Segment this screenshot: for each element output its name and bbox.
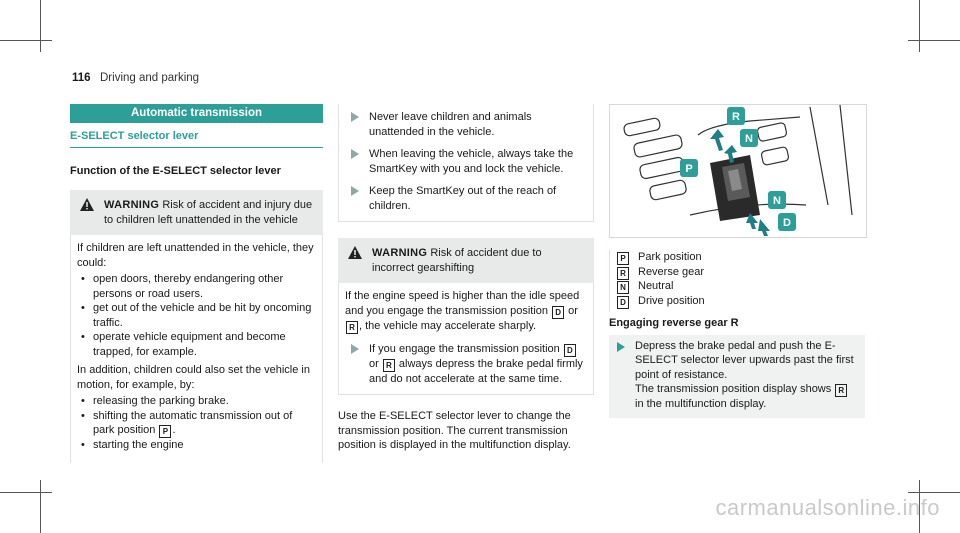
legend-text: Drive position bbox=[638, 294, 705, 307]
step-text: Depress the brake pedal and push the E-SELECT selector lever upwards past the first point of resistance. bbox=[635, 339, 854, 381]
tip-item bbox=[345, 184, 587, 213]
crop-mark bbox=[908, 492, 960, 493]
legend-item bbox=[616, 265, 865, 280]
arrow-icon bbox=[351, 149, 359, 159]
left-column bbox=[70, 104, 323, 463]
text-span: The transmission position display shows bbox=[635, 383, 835, 395]
crop-mark bbox=[40, 0, 41, 52]
reverse-heading: Engaging reverse gear R bbox=[609, 317, 739, 329]
legend-symbol: D bbox=[617, 296, 629, 309]
arrow-icon bbox=[617, 342, 625, 352]
gear-label-n: N bbox=[745, 133, 753, 145]
text-span: , the vehicle may accelerate sharply. bbox=[359, 319, 537, 332]
warning-intro: If children are left unattended in the vehicle, they could: bbox=[77, 242, 314, 269]
warning-triangle-icon bbox=[80, 198, 94, 211]
legend-item bbox=[616, 250, 865, 265]
reverse-symbol: R bbox=[383, 359, 395, 372]
legend-item bbox=[616, 279, 865, 294]
tip-text: When leaving the vehicle, always take the SmartKey with you and lock the vehicle. bbox=[369, 148, 574, 175]
crop-mark bbox=[0, 492, 52, 493]
list-item bbox=[77, 409, 316, 439]
arrow-icon bbox=[351, 112, 359, 122]
warning-list-2 bbox=[77, 394, 316, 453]
right-column bbox=[609, 104, 865, 418]
warning-label: WARNING bbox=[104, 199, 160, 211]
legend-text: Reverse gear bbox=[638, 265, 705, 278]
crop-mark bbox=[919, 0, 920, 52]
tip-item bbox=[345, 342, 587, 387]
list-item-punct: . bbox=[172, 424, 176, 436]
running-header: Driving and parking bbox=[100, 72, 200, 84]
warning-block bbox=[70, 190, 323, 463]
warning-body bbox=[70, 235, 323, 463]
list-item: • releasing the parking brake. bbox=[77, 394, 316, 409]
warning-list bbox=[77, 272, 316, 359]
reverse-symbol: R bbox=[835, 384, 847, 397]
step-result bbox=[635, 382, 859, 412]
tip-text: Never leave children and animals unattended in the vehicle. bbox=[369, 111, 532, 138]
list-item: • starting the engine bbox=[77, 438, 316, 453]
gear-label-d: D bbox=[783, 217, 791, 229]
drive-symbol: D bbox=[564, 344, 576, 357]
legend-text: Neutral bbox=[638, 280, 674, 292]
warning-triangle-icon bbox=[348, 246, 362, 259]
watermark: carmanualsonline.info bbox=[715, 495, 940, 520]
text-span: always depress the brake pedal firmly and do not accelerate at the same time. bbox=[369, 357, 583, 385]
legend-text: Park position bbox=[638, 251, 702, 263]
drive-symbol: D bbox=[552, 306, 564, 319]
section-title: Automatic transmission bbox=[70, 104, 323, 123]
subsection-title: E-SELECT selector lever bbox=[70, 129, 323, 148]
list-item-text: shifting the automatic transmission out of park position bbox=[93, 409, 293, 436]
legend-item bbox=[616, 294, 865, 309]
middle-column bbox=[338, 104, 594, 453]
instruction-step bbox=[609, 335, 865, 418]
legend-symbol: P bbox=[617, 252, 629, 265]
gear-label-n2: N bbox=[773, 195, 781, 207]
tip-item bbox=[345, 110, 587, 139]
gear-label-r: R bbox=[732, 111, 740, 123]
legend bbox=[609, 250, 865, 312]
text-span: or bbox=[565, 304, 578, 317]
selector-lever-illustration bbox=[609, 104, 867, 238]
page-number: 116 bbox=[72, 72, 91, 84]
legend-symbol: N bbox=[617, 281, 629, 294]
crop-mark bbox=[40, 480, 41, 533]
warning-body-2 bbox=[338, 283, 594, 395]
crop-mark bbox=[908, 40, 960, 41]
tips-box bbox=[338, 104, 594, 222]
text-span: in the multifunction display. bbox=[635, 398, 767, 410]
crop-mark bbox=[0, 40, 52, 41]
tip-text: Keep the SmartKey out of the reach of children. bbox=[369, 185, 557, 212]
arrow-icon bbox=[351, 186, 359, 196]
park-symbol: P bbox=[159, 425, 171, 438]
warning-header-2 bbox=[338, 238, 594, 283]
warning-text bbox=[345, 289, 587, 334]
text-span: If the engine speed is higher than the idle speed and you engage the transmission position bbox=[345, 290, 580, 317]
list-item: • operate vehicle equipment and become trapped, for example. bbox=[77, 330, 316, 359]
warning-block-2 bbox=[338, 238, 594, 395]
legend-symbol: R bbox=[617, 267, 629, 280]
list-item: • get out of the vehicle and be hit by oncoming traffic. bbox=[77, 301, 316, 330]
warning-header bbox=[70, 190, 323, 235]
text-span: If you engage the transmission position bbox=[369, 342, 563, 355]
gear-label-p: P bbox=[685, 163, 693, 175]
tip-item bbox=[345, 147, 587, 176]
body-paragraph: Use the E-SELECT selector lever to change the transmission position. The current transmission position is displayed in the multifunction display. bbox=[338, 410, 571, 451]
function-heading: Function of the E-SELECT selector lever bbox=[70, 164, 281, 177]
arrow-icon bbox=[351, 344, 359, 354]
warning-title: Risk of accident and injury due to children left unattended in the vehicle bbox=[104, 199, 313, 226]
list-item: • open doors, thereby endangering other persons or road users. bbox=[77, 272, 316, 301]
warning-label: WARNING bbox=[372, 247, 428, 259]
warning-title: Risk of accident due to incorrect gearshifting bbox=[372, 247, 542, 274]
reverse-symbol: R bbox=[346, 321, 358, 334]
text-span: or bbox=[369, 357, 382, 370]
warning-addition: In addition, children could also set the vehicle in motion, for example, by: bbox=[77, 364, 310, 391]
